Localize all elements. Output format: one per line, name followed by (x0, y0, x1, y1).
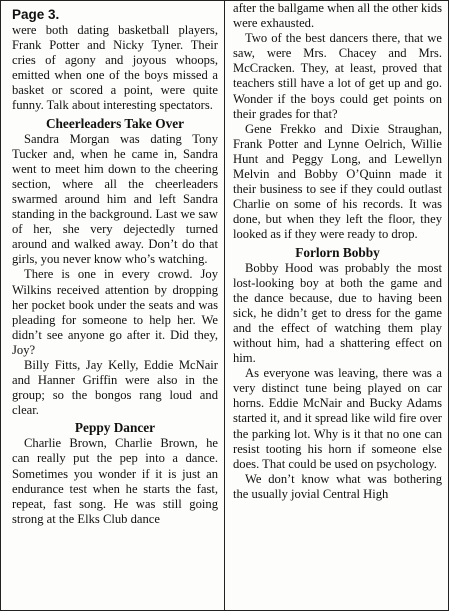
paragraph-bobby-hood: Bobby Hood was probably the most lost-looking boy at both the game and the dance because, due to having been sick, he didn’t get to dress for the game and the effect of watching them play without him, had a shattering effect on him. (233, 260, 442, 366)
heading-peppy-dancer: Peppy Dancer (74, 420, 156, 436)
paragraph-final: We don’t know what was bothering the usually jovial Central High (233, 471, 442, 501)
paragraph-gene-frekko: Gene Frekko and Dixie Straughan, Frank Potter and Lynne Oelrich, Willie Hunt and Peggy Long, and Lewellyn Melvin and Bobby O’Quinn made it their business to see if they could outlast Charlie on some of his records. It was done, but when they left the floor, they looked as if they were ready to drop. (233, 121, 442, 242)
left-column (1, 1, 224, 610)
paragraph-best-dancers: Two of the best dancers there, that we saw, were Mrs. Chacey and Mrs. McCracken. They, at least, proved that teachers still have a lot of get up and go. Wonder if the boys could get points on their grades for that? (233, 31, 442, 121)
page-number-label: Page 3. (12, 7, 60, 22)
right-column (224, 1, 448, 610)
paragraph-joy-wilkins: There is one in every crowd. Joy Wilkins received attention by dropping her pocket book under the seats and was pleading for someone to help her. We didn’t see anyone go after it. Did they, Joy? (12, 267, 218, 357)
paragraph-sandra-morgan: Sandra Morgan was dating Tony Tucker and, when he came in, Sandra went to meet him down to the cheering section, where all the cheerleaders swarmed around him and left Sandra standing in the background. Last we saw of her, she very dejectedly turned around and walked away. Don’t do that girls, you never know who’s watching. (12, 131, 218, 267)
paragraph-continued: after the ballgame when all the other kids were exhausted. (233, 1, 442, 31)
paragraph-car-horns: As everyone was leaving, there was a very distinct tune being played on car horns. Eddie McNair and Bucky Adams started it, and it spread like wild fire over the parking lot. Why is it that no one can resist tooting his horn if someone else does. That could be used on psychology. (233, 366, 442, 471)
paragraph-intro: were both dating basketball players, Frank Potter and Nicky Tyner. Their cries of agony and joyous whoops, emitted when one of the boys missed a basket or scored a point, were quite funny. Talk about interesting spectators. (12, 23, 218, 113)
paragraph-billy-fitts: Billy Fitts, Jay Kelly, Eddie McNair and Hanner Griffin were also in the group; so the bongos rang loud and clear. (12, 357, 218, 418)
heading-forlorn-bobby: Forlorn Bobby (295, 244, 380, 260)
heading-cheerleaders-take-over: Cheerleaders Take Over (45, 115, 185, 131)
paragraph-charlie-brown: Charlie Brown, Charlie Brown, he can really put the pep into a dance. Sometimes you wonder if it is just an endurance test when he starts the fast, repeat, fast song. He was still going strong at the Elks Club dance (12, 436, 218, 526)
